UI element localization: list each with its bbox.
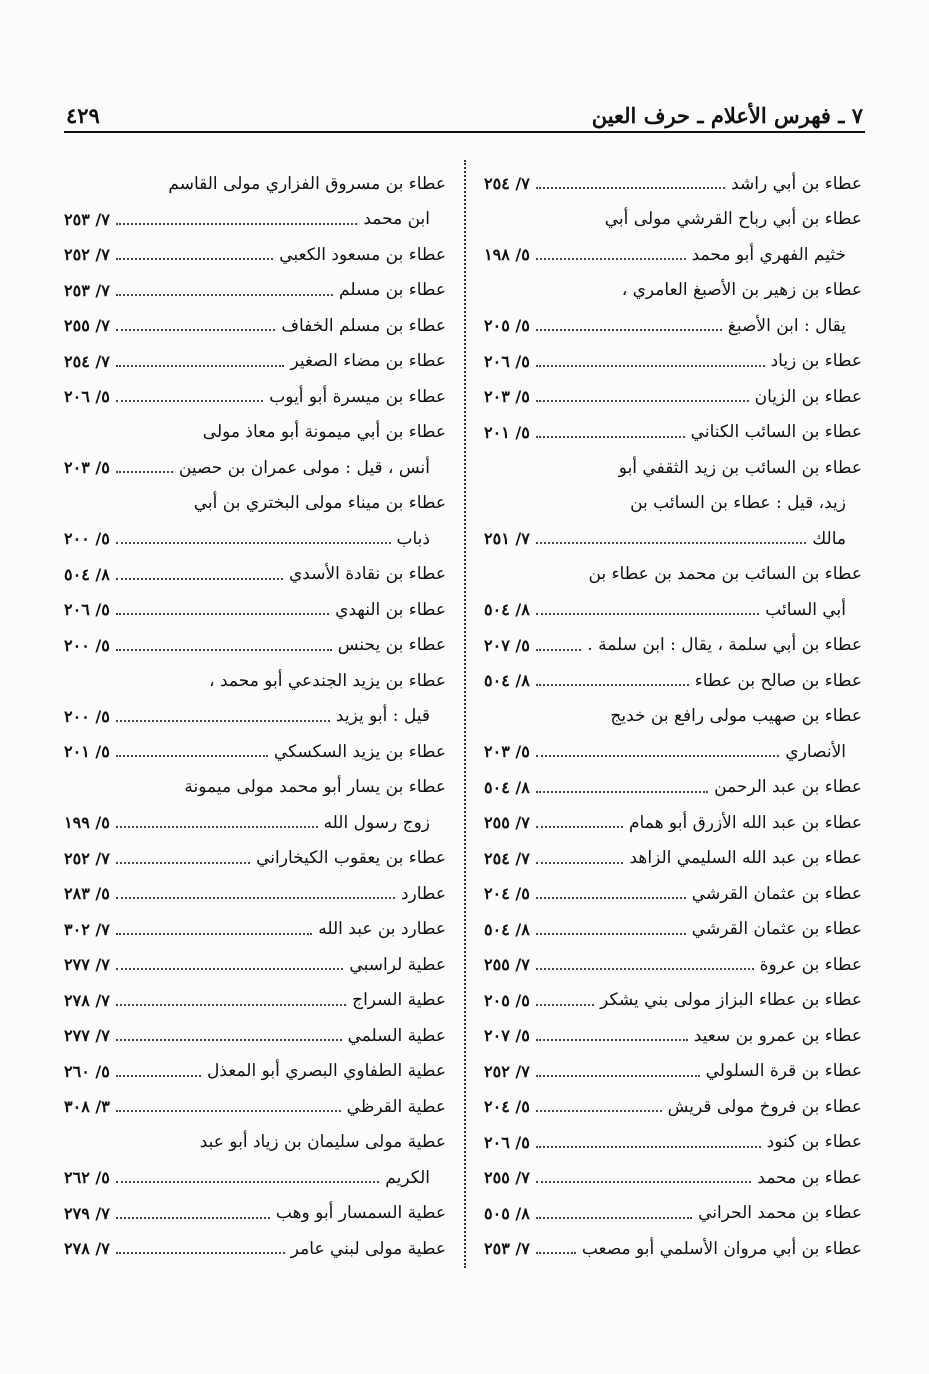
dot-leader	[116, 577, 283, 580]
index-entry	[64, 344, 446, 380]
entry-reference: ٧/ ٢٥٣	[484, 1239, 530, 1259]
index-entry	[64, 947, 446, 983]
entry-name: عطية السلمي	[347, 1025, 446, 1046]
entry-name: عطاء بن السائب بن زيد الثقفي أبو	[618, 457, 862, 478]
index-entry	[64, 841, 446, 877]
index-entry	[484, 876, 862, 912]
index-entry	[64, 770, 446, 806]
entry-reference: ٧/ ٢٥١	[484, 529, 530, 549]
entry-name: عطاء بن كنود	[766, 1132, 862, 1153]
index-entry	[484, 273, 862, 309]
index-entry	[64, 592, 446, 628]
dot-leader	[116, 328, 276, 331]
entry-reference: ٨/ ٥٠٤	[484, 777, 530, 797]
index-entry	[64, 202, 446, 238]
dot-leader	[116, 541, 391, 544]
dot-leader	[536, 541, 806, 544]
dot-leader	[536, 1074, 700, 1077]
index-entry	[484, 202, 862, 238]
dot-leader	[536, 1145, 761, 1148]
entry-name: عطاء بن زياد	[770, 351, 862, 372]
entry-reference: ٥/ ٢٠٠	[64, 529, 110, 549]
entry-name: عطاء بن السائب الكناني	[690, 422, 862, 443]
entry-name: عطاء بن يزيد السكسكي	[273, 741, 446, 762]
entry-reference: ٥/ ٢٠٣	[64, 458, 110, 478]
column-divider	[464, 160, 466, 1268]
dot-leader	[116, 257, 273, 260]
index-entry	[64, 450, 446, 486]
entry-name: عطاء بن مسلم الخفاف	[281, 315, 446, 336]
entry-name: عطاء بن ميسرة أبو أيوب	[269, 386, 446, 407]
page-number: ٤٢٩	[66, 103, 100, 128]
entry-reference: ٨/ ٥٠٤	[64, 564, 110, 584]
entry-reference: ٧/ ٢٥٤	[64, 351, 110, 371]
entry-reference: ٥/ ١٩٩	[64, 813, 110, 833]
entry-reference: ٧/ ٢٧٩	[64, 1203, 110, 1223]
entry-reference: ٥/ ٢٠١	[64, 742, 110, 762]
dot-leader	[116, 470, 173, 473]
entry-reference: ٥/ ٢٦٢	[64, 1168, 110, 1188]
dot-leader	[536, 328, 722, 331]
dot-leader	[536, 1216, 692, 1219]
entry-reference: ٧/ ٢٧٧	[64, 1026, 110, 1046]
entry-name: عطاء بن نقادة الأسدي	[288, 564, 446, 585]
index-entry	[64, 237, 446, 273]
index-entry	[64, 521, 446, 557]
dot-leader	[116, 399, 263, 402]
entry-reference: ٧/ ٢٥٥	[484, 955, 530, 975]
entry-name: عطاء بن عبد الله الأزرق أبو همام	[629, 812, 862, 833]
dot-leader	[116, 1109, 341, 1112]
dot-leader	[536, 1109, 662, 1112]
index-entry	[484, 770, 862, 806]
index-entry	[64, 1125, 446, 1161]
entry-name: عطية الطفاوي البصري أبو المعذل	[207, 1061, 446, 1082]
entry-name: عطاء بن مسلم	[339, 280, 446, 301]
index-entry	[484, 1196, 862, 1232]
entry-reference: ٥/ ٢٠٠	[64, 635, 110, 655]
index-entry	[64, 912, 446, 948]
index-entry	[484, 1160, 862, 1196]
entry-reference: ٥/ ٢٠٦	[484, 351, 530, 371]
entry-name: عطارد بن عبد الله	[318, 919, 446, 940]
entry-name: الكريم	[385, 1167, 430, 1188]
dot-leader	[116, 1074, 201, 1077]
entry-name: زيد، قيل : عطاء بن السائب بن	[630, 493, 846, 514]
entry-name: عطاء بن السائب بن محمد بن عطاء بن	[588, 564, 862, 585]
index-entry	[484, 1018, 862, 1054]
entry-reference: ٧/ ٢٥٤	[484, 848, 530, 868]
entry-name: أبي السائب	[765, 599, 846, 620]
entry-name: عطاء بن يسار أبو محمد مولى ميمونة	[184, 777, 446, 798]
dot-leader	[116, 612, 329, 615]
entry-reference: ٥/ ٢٠٧	[484, 1026, 530, 1046]
entry-name: عطية السمسار أبو وهب	[275, 1203, 446, 1224]
index-entry	[484, 344, 862, 380]
entry-name: عطاء بن النهدي	[335, 599, 446, 620]
entry-reference: ٥/ ٢٠١	[484, 422, 530, 442]
entry-name: عطاء بن عثمان القرشي	[691, 919, 862, 940]
entry-reference: ٥/ ٢٠٦	[484, 1132, 530, 1152]
entry-name: عطاء بن ميناء مولى البختري بن أبي	[193, 493, 446, 514]
index-entry	[64, 983, 446, 1019]
entry-name: عطاء بن الزيان	[754, 386, 862, 407]
entry-name: عطاء بن عثمان القرشي	[691, 883, 862, 904]
index-entry	[484, 1231, 862, 1267]
entry-reference: ٧/ ٢٥٢	[64, 848, 110, 868]
entry-reference: ٧/ ٢٥٤	[484, 174, 530, 194]
index-entry	[64, 557, 446, 593]
index-entry	[484, 1125, 862, 1161]
index-entry	[484, 734, 862, 770]
entry-name: عطية السراج	[352, 990, 446, 1011]
index-column-left	[64, 166, 446, 1267]
entry-reference: ٨/ ٥٠٤	[484, 671, 530, 691]
index-entry	[484, 805, 862, 841]
entry-name: عطاء بن عبد الله السليمي الزاهد	[629, 848, 862, 869]
entry-name: عطاء بن زهير بن الأصبغ العامري ،	[621, 280, 862, 301]
entry-name: مالك	[812, 528, 846, 549]
entry-reference: ٧/ ٣٠٢	[64, 919, 110, 939]
index-entry	[484, 983, 862, 1019]
index-entry	[64, 166, 446, 202]
index-entry	[64, 663, 446, 699]
entry-reference: ٥/ ٢٠٤	[484, 1097, 530, 1117]
index-entry	[64, 1196, 446, 1232]
index-entry	[484, 1054, 862, 1090]
entry-reference: ٧/ ٢٧٨	[64, 990, 110, 1010]
index-entry	[484, 663, 862, 699]
entry-name: عطاء بن عروة	[759, 954, 862, 975]
dot-leader	[536, 1003, 594, 1006]
index-entry	[484, 450, 862, 486]
entry-reference: ٥/ ٢٠٧	[484, 635, 530, 655]
dot-leader	[536, 683, 689, 686]
index-entry	[484, 947, 862, 983]
entry-reference: ٥/ ٢٠٥	[484, 990, 530, 1010]
entry-name: عطاء بن أبي سلمة ، يقال : ابن سلمة .	[587, 635, 862, 656]
entry-name: عطاء بن فروخ مولى قريش	[667, 1096, 862, 1117]
entry-reference: ٧/ ٢٥٢	[64, 245, 110, 265]
dot-leader	[536, 257, 686, 260]
page-header	[66, 92, 863, 128]
dot-leader	[116, 719, 330, 722]
index-entry	[64, 1018, 446, 1054]
entry-name: عطاء بن يزيد الجندعي أبو محمد ،	[209, 670, 446, 691]
index-entry	[64, 1089, 446, 1125]
dot-leader	[116, 1038, 342, 1041]
index-entry	[484, 379, 862, 415]
dot-leader	[116, 1216, 270, 1219]
entry-reference: ٥/ ٢٠٦	[64, 600, 110, 620]
entry-name: عطاء بن صهيب مولى رافع بن خديج	[610, 706, 862, 727]
entry-name: الأنصاري	[785, 741, 846, 762]
dot-leader	[116, 364, 285, 367]
entry-name: عطاء بن أبي راشد	[731, 173, 862, 194]
entry-reference: ٥/ ٢٠٣	[484, 387, 530, 407]
dot-leader	[536, 896, 686, 899]
index-column-right	[484, 166, 862, 1267]
dot-leader	[116, 1003, 346, 1006]
index-entry	[484, 166, 862, 202]
dot-leader	[116, 861, 250, 864]
dot-leader	[116, 896, 395, 899]
header-rule	[64, 131, 865, 133]
entry-name: عطاء بن عمرو بن سعيد	[693, 1025, 862, 1046]
entry-name: عطاء بن يحنس	[337, 635, 446, 656]
index-entry	[64, 415, 446, 451]
dot-leader	[116, 648, 332, 651]
entry-reference: ٧/ ٢٥٣	[64, 209, 110, 229]
entry-reference: ٥/ ٢٨٣	[64, 884, 110, 904]
entry-name: عطاء بن محمد الحراني	[698, 1203, 862, 1224]
entry-name: عطاء بن أبي مروان الأسلمي أبو مصعب	[581, 1238, 862, 1259]
index-entry	[64, 308, 446, 344]
entry-name: عطاء بن محمد	[757, 1167, 862, 1188]
dot-leader	[116, 932, 312, 935]
entry-reference: ٧/ ٢٥٥	[484, 1168, 530, 1188]
dot-leader	[536, 861, 624, 864]
index-entry	[484, 308, 862, 344]
index-entry	[64, 805, 446, 841]
index-entry	[64, 699, 446, 735]
entry-name: عطارد	[400, 883, 446, 904]
dot-leader	[536, 435, 685, 438]
entry-name: عطاء بن عطاء البزاز مولى بني يشكر	[600, 990, 862, 1011]
entry-reference: ٧/ ٢٧٨	[64, 1239, 110, 1259]
entry-name: عطية لراسبي	[349, 954, 446, 975]
entry-reference: ٧/ ٢٥٥	[484, 813, 530, 833]
dot-leader	[536, 399, 749, 402]
dot-leader	[536, 648, 582, 651]
dot-leader	[536, 364, 765, 367]
entry-reference: ٨/ ٥٠٤	[484, 600, 530, 620]
index-entry	[64, 486, 446, 522]
dot-leader	[116, 825, 318, 828]
entry-name: عطية القرظي	[346, 1096, 446, 1117]
dot-leader	[536, 790, 708, 793]
entry-name: ابن محمد	[363, 209, 430, 230]
entry-name: عطاء بن مضاء الصغير	[290, 351, 446, 372]
index-entry	[484, 415, 862, 451]
entry-name: عطاء بن مسعود الكعبي	[279, 244, 446, 265]
index-entry	[64, 876, 446, 912]
index-entry	[484, 699, 862, 735]
index-entry	[484, 486, 862, 522]
entry-reference: ٨/ ٥٠٥	[484, 1203, 530, 1223]
entry-reference: ٥/ ٢٠٦	[64, 387, 110, 407]
index-entry	[64, 379, 446, 415]
entry-reference: ٧/ ٢٥٣	[64, 280, 110, 300]
dot-leader	[536, 754, 780, 757]
index-entry	[64, 273, 446, 309]
entry-reference: ٧/ ٢٧٧	[64, 955, 110, 975]
entry-reference: ٥/ ٢٦٠	[64, 1061, 110, 1081]
index-entry	[64, 1054, 446, 1090]
entry-reference: ٥/ ٢٠٤	[484, 884, 530, 904]
dot-leader	[536, 186, 725, 189]
index-entry	[64, 1160, 446, 1196]
dot-leader	[536, 967, 754, 970]
dot-leader	[536, 1038, 688, 1041]
index-entry	[484, 841, 862, 877]
entry-name: عطاء بن أبي ميمونة أبو معاذ مولى	[202, 422, 446, 443]
index-entry	[484, 592, 862, 628]
entry-name: عطاء بن يعقوب الكيخاراني	[256, 848, 446, 869]
entry-name: عطاء بن مسروق الفزاري مولى القاسم	[168, 173, 446, 194]
index-entry	[64, 628, 446, 664]
dot-leader	[116, 1180, 379, 1183]
index-entry	[484, 521, 862, 557]
index-entry	[484, 628, 862, 664]
dot-leader	[116, 222, 358, 225]
dot-leader	[536, 932, 686, 935]
entry-name: ذباب	[396, 528, 430, 549]
entry-reference: ٣/ ٣٠٨	[64, 1097, 110, 1117]
entry-name: يقال : ابن الأصبغ	[727, 315, 846, 336]
dot-leader	[536, 1180, 752, 1183]
entry-name: أنس ، قيل : مولى عمران بن حصين	[178, 457, 430, 478]
dot-leader	[116, 967, 344, 970]
entry-reference: ٧/ ٢٥٢	[484, 1061, 530, 1081]
entry-name: خثيم الفهري أبو محمد	[691, 244, 846, 265]
entry-reference: ٧/ ٢٥٥	[64, 316, 110, 336]
index-entry	[484, 557, 862, 593]
entry-name: عطاء بن صالح بن عطاء	[694, 670, 862, 691]
entry-name: زوج رسول الله	[323, 812, 430, 833]
index-entry	[484, 1089, 862, 1125]
index-entry	[484, 912, 862, 948]
dot-leader	[116, 754, 268, 757]
dot-leader	[536, 1251, 576, 1254]
entry-name: عطاء بن عبد الرحمن	[714, 777, 862, 798]
entry-name: عطية مولى لبني عامر	[290, 1238, 446, 1259]
index-entry	[64, 1231, 446, 1267]
entry-name: عطية مولى سليمان بن زياد أبو عبد	[199, 1132, 446, 1153]
entry-reference: ٥/ ٢٠٣	[484, 742, 530, 762]
entry-reference: ٥/ ٢٠٥	[484, 316, 530, 336]
entry-name: عطاء بن قرة السلولي	[705, 1061, 862, 1082]
entry-name: قيل : أبو يزيد	[335, 706, 430, 727]
entry-reference: ٨/ ٥٠٤	[484, 919, 530, 939]
dot-leader	[116, 293, 333, 296]
dot-leader	[536, 825, 623, 828]
running-title: ٧ ـ فهرس الأعلام ـ حرف العين	[591, 103, 863, 128]
index-entry	[484, 237, 862, 273]
index-entry	[64, 734, 446, 770]
entry-name: عطاء بن أبي رباح القرشي مولى أبي	[604, 209, 862, 230]
entry-reference: ٥/ ١٩٨	[484, 245, 530, 265]
dot-leader	[116, 1251, 285, 1254]
entry-reference: ٥/ ٢٠٠	[64, 706, 110, 726]
dot-leader	[536, 612, 760, 615]
